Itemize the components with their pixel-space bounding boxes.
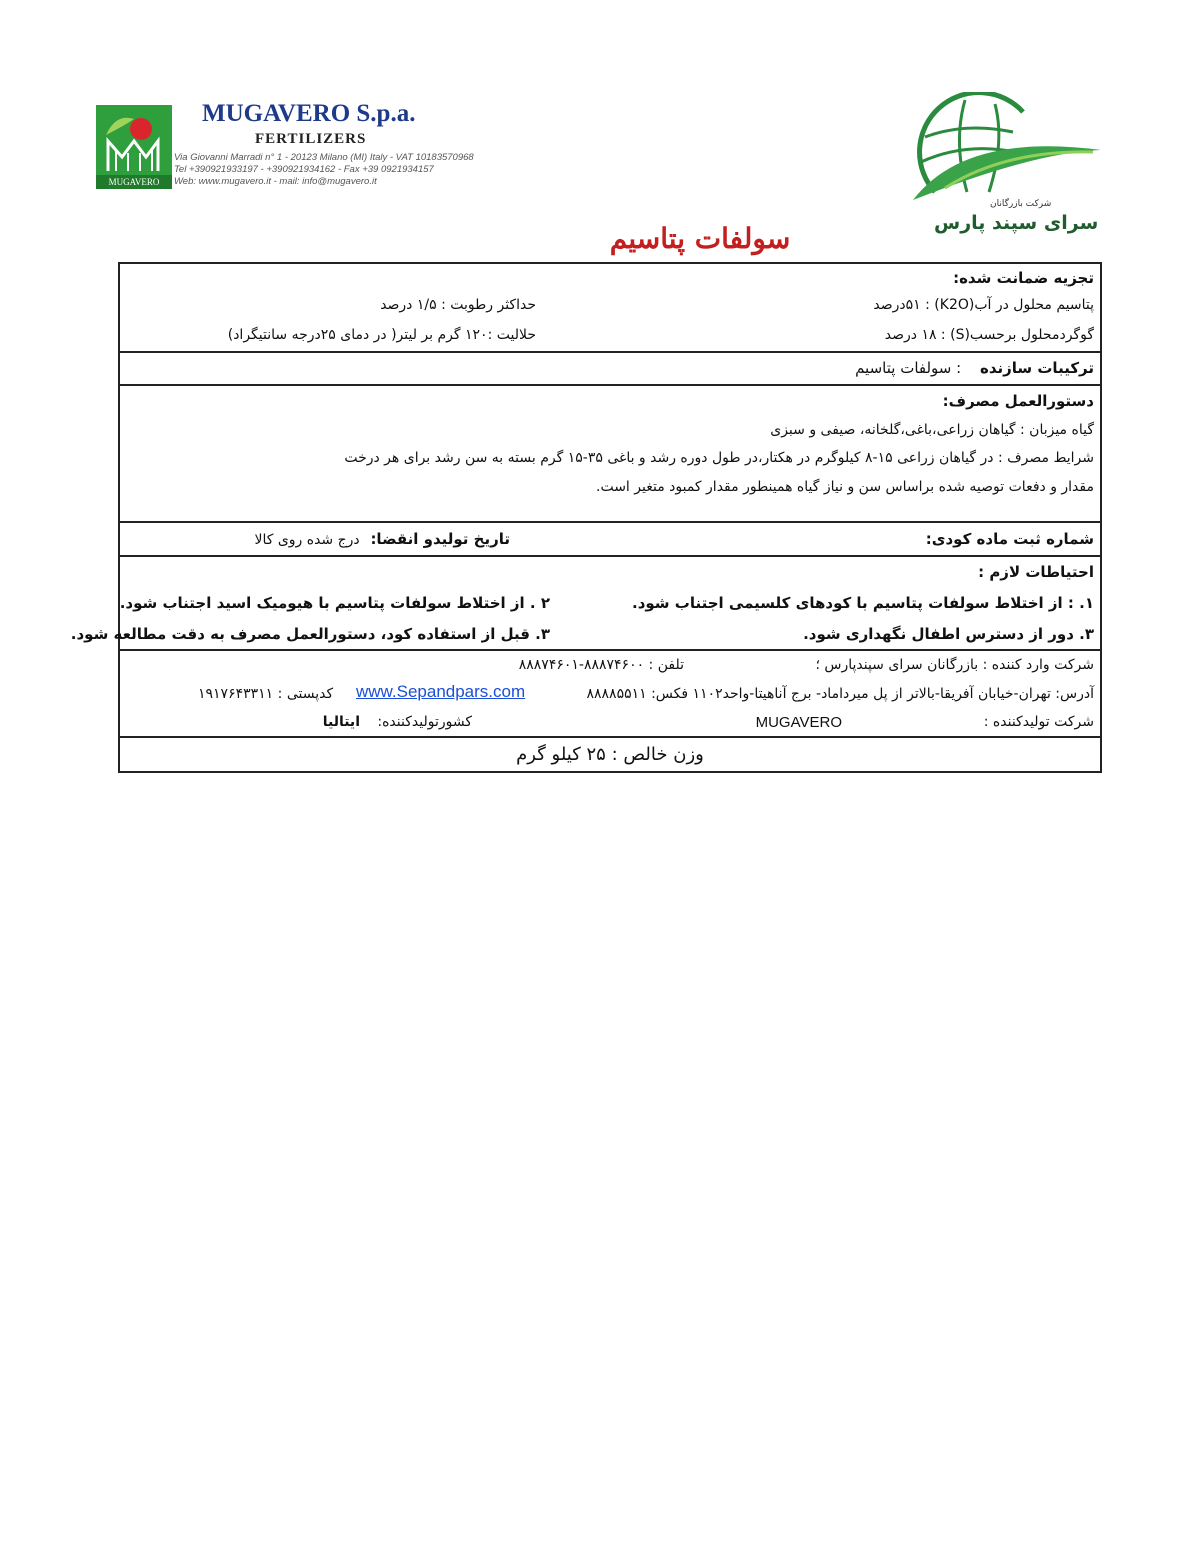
precaution-3: ۳. دور از دسترس اطفال نگهداری شود.	[803, 625, 1094, 643]
sepand-company-label: شرکت بازرگانان	[990, 199, 1052, 209]
usage-hosts: گیاه میزبان : گیاهان زراعی،باغی،گلخانه، صیفی و سبزی	[770, 422, 1094, 438]
registration-label: شماره ثبت ماده کودی:	[925, 530, 1094, 548]
importer-phone: تلفن : ۸۸۸۷۴۶۰۰-۸۸۸۷۴۶۰۱	[518, 657, 684, 673]
mugavero-address: Via Giovanni Marradi n° 1 - 20123 Milano (MI) Italy - VAT 10183570968	[174, 152, 474, 163]
precaution-4: ۳. قبل از استفاده کود، دستورالعمل مصرف به دقت مطالعه شود.	[70, 625, 550, 643]
document-title: سولفات پتاسیم	[609, 222, 791, 255]
importer-postal-code: کدپستی : ۱۹۱۷۶۴۳۳۱۱	[198, 686, 334, 702]
importer-company: شرکت وارد کننده : بازرگانان سرای سپندپارس ؛	[815, 657, 1094, 673]
analysis-potassium: پتاسیم محلول در آب(K2O) : ۵۱درصد	[873, 297, 1094, 313]
country-label: کشورتولیدکننده:	[377, 714, 472, 730]
producer-label: شرکت تولیدکننده :	[983, 714, 1094, 730]
divider	[120, 736, 1100, 738]
mugavero-emblem-icon	[96, 105, 172, 175]
divider	[120, 521, 1100, 523]
website-link[interactable]: www.Sepandpars.com	[356, 682, 526, 701]
producer-value: MUGAVERO	[755, 714, 842, 731]
analysis-moisture: حداکثر رطوبت : ۱/۵ درصد	[380, 297, 536, 313]
date-value: درج شده روی کالا	[254, 532, 360, 548]
divider	[120, 384, 1100, 386]
mugavero-web: Web: www.mugavero.it - mail: info@mugavero.it	[174, 176, 377, 187]
usage-amount: مقدار و دفعات توصیه شده براساس سن و نیاز گیاه همینطور مقدار کمبود متغیر است.	[596, 479, 1094, 495]
mugavero-company-name: MUGAVERO S.p.a.	[202, 100, 416, 127]
precaution-2: ۲ . از اختلاط سولفات پتاسیم با هیومیک اسید اجتناب شود.	[119, 594, 550, 612]
country-value: ایتالیا	[322, 714, 360, 730]
sepand-globe-logo-icon	[905, 92, 1105, 204]
importer-address: آدرس: تهران-خیابان آفریقا-بالاتر از پل میرداماد- برج آناهیتا-واحد۱۱۰۲ فکس: ۸۸۸۸۵۵۱۱	[586, 686, 1094, 702]
precautions-heading: احتیاطات لازم :	[978, 563, 1094, 581]
composition-label: ترکیبات سازنده	[979, 359, 1094, 377]
divider	[120, 351, 1100, 353]
product-info-table	[70, 262, 1102, 773]
mugavero-logo	[96, 105, 172, 189]
composition-value: : سولفات پتاسیم	[855, 359, 962, 377]
analysis-heading: تجزیه ضمانت شده:	[953, 269, 1094, 287]
date-row	[254, 530, 510, 548]
analysis-sulfur: گوگردمحلول برحسب(S) : ۱۸ درصد	[884, 327, 1094, 343]
mugavero-logo-caption: MUGAVERO	[96, 175, 172, 189]
sepand-company-name: سرای سپند پارس	[934, 212, 1099, 234]
analysis-solubility: حلالیت :۱۲۰ گرم بر لیتر( در دمای ۲۵درجه سانتیگراد)	[227, 327, 536, 343]
net-weight: وزن خالص : ۲۵ کیلو گرم	[516, 744, 704, 765]
divider	[120, 555, 1100, 557]
usage-heading: دستورالعمل مصرف:	[942, 392, 1094, 410]
mugavero-subtitle: FERTILIZERS	[255, 131, 367, 147]
precaution-1: ۱. : از اختلاط سولفات پتاسیم با کودهای کلسیمی اجتناب شود.	[632, 594, 1094, 612]
usage-conditions: شرایط مصرف : در گیاهان زراعی ۱۵-۸ کیلوگرم در هکتار،در طول دوره رشد و باغی ۳۵-۱۵ گرم بسته به سن رشد برای هر درخت	[344, 450, 1094, 466]
date-label: تاریخ تولیدو انقضا:	[370, 530, 510, 548]
composition-row	[855, 359, 1094, 377]
divider	[120, 649, 1100, 651]
mugavero-phone: Tel +390921933197 - +390921934162 - Fax +39 0921934157	[174, 164, 434, 175]
